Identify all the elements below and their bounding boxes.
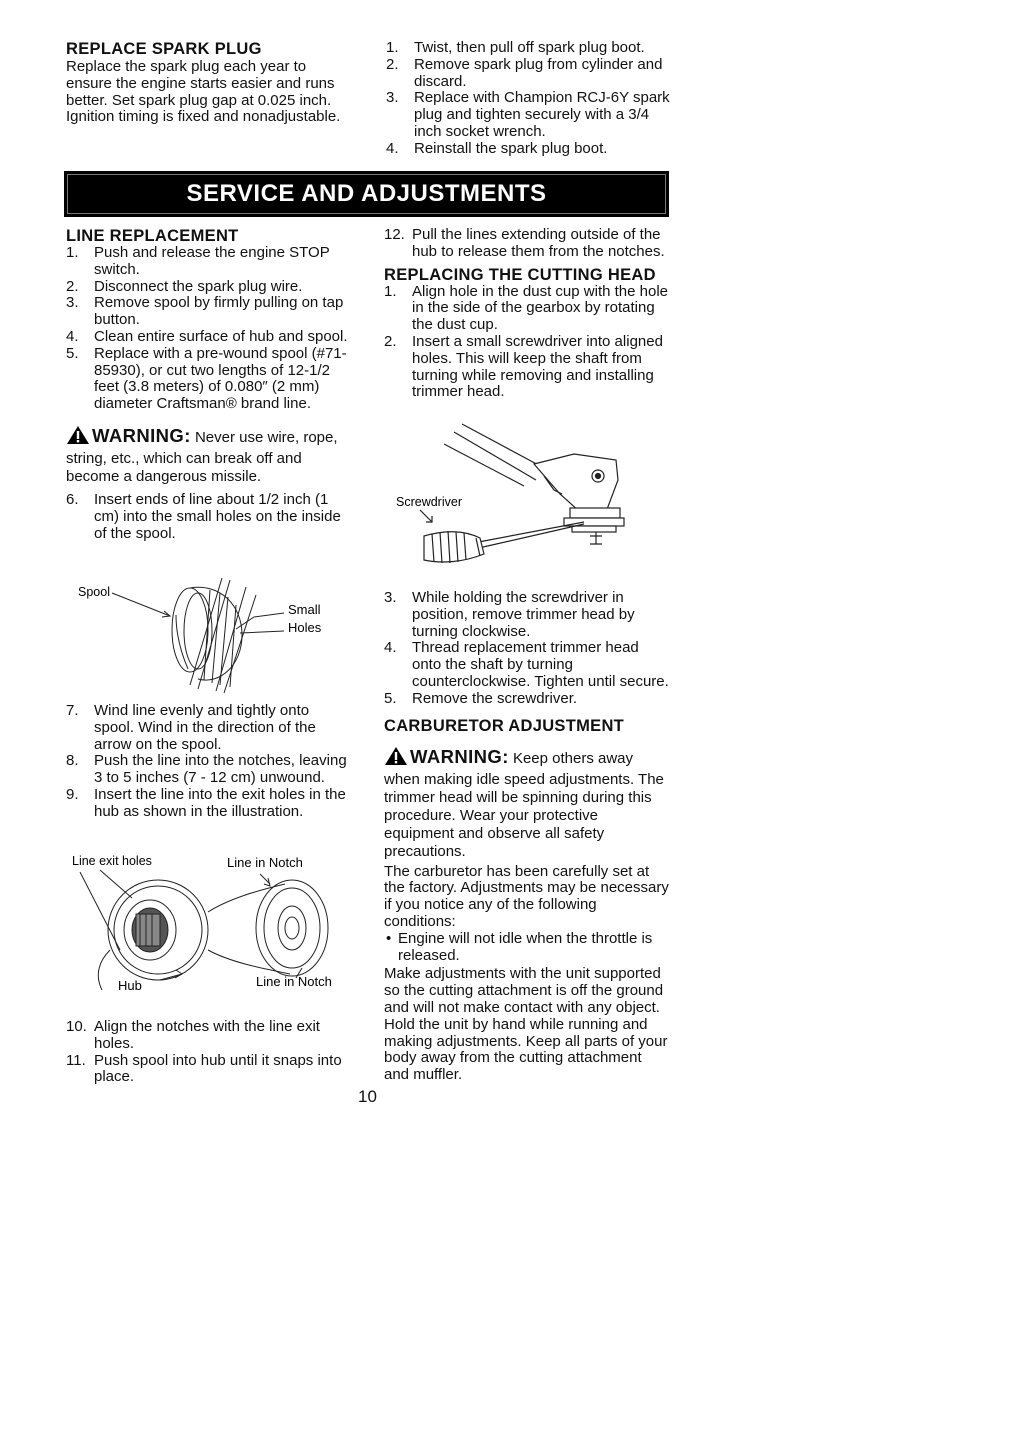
right-column-top xyxy=(384,227,668,401)
list-item: 12. Pull the lines extending outside of the hub to release them from the notches. xyxy=(384,226,665,260)
section-banner: SERVICE AND ADJUSTMENTS xyxy=(64,171,669,217)
label-hub: Hub xyxy=(118,978,142,993)
carburetor-para2: Make adjustments with the unit supported so the cutting attachment is off the ground and will not make contact with any object. Hold the unit by hand while running and making adjustments. Keep all parts of your body away from the cutting attachment and muffler. xyxy=(384,965,668,1084)
list-item: 4. Reinstall the spark plug boot. xyxy=(386,139,608,157)
label-screwdriver: Screwdriver xyxy=(396,495,462,509)
cutting-head-heading: REPLACING THE CUTTING HEAD xyxy=(384,265,656,284)
list-item: 5. Replace with a pre-wound spool (#71-85930), or cut two lengths of 12-1/2 feet (3.8 meters) of 0.080″ (2 mm) diameter Craftsman® brand line. xyxy=(66,344,347,413)
label-spool: Spool xyxy=(78,585,110,599)
line-replacement-section xyxy=(66,227,348,542)
list-item: 3. While holding the screwdriver in position, remove trimmer head by turning clockwise. xyxy=(384,589,635,640)
label-holes: Holes xyxy=(288,620,322,635)
label-line-in-notch-bottom: Line in Notch xyxy=(256,974,332,989)
list-item: 3. Replace with Champion RCJ-6Y spark plug and tighten securely with a 3/4 inch socket wrench. xyxy=(386,89,670,140)
list-item: • Engine will not idle when the throttle is released. xyxy=(384,931,670,965)
list-item: 10. Align the notches with the line exit holes. xyxy=(66,1018,320,1052)
list-item: 8. Push the line into the notches, leaving 3 to 5 inches (7 - 12 cm) unwound. xyxy=(66,752,347,787)
line-steps-a xyxy=(66,245,348,413)
warning-icon xyxy=(384,746,408,771)
list-item: 5. Remove the screwdriver. xyxy=(384,689,578,707)
line-steps-d-wrap xyxy=(66,1019,352,1086)
list-item: 11. Push spool into hub until it snaps into place. xyxy=(66,1051,342,1086)
list-item: 1. Push and release the engine STOP switch. xyxy=(66,244,330,278)
list-item: 1. Align hole in the dust cup with the hole in the side of the gearbox by rotating the dust cup. xyxy=(384,282,669,334)
list-item: 6. Insert ends of line about 1/2 inch (1 cm) into the small holes on the inside of the spool. xyxy=(66,490,341,542)
spark-plug-steps xyxy=(386,40,671,158)
hub-illustration xyxy=(70,850,355,1005)
label-line-in-notch-top: Line in Notch xyxy=(227,855,303,870)
line-replacement-heading: LINE REPLACEMENT xyxy=(66,227,239,245)
line-steps-c xyxy=(66,703,352,821)
list-item: 4. Clean entire surface of hub and spool. xyxy=(66,327,348,345)
list-item: 2. Disconnect the spark plug wire. xyxy=(66,277,303,295)
line-steps-b xyxy=(66,492,348,542)
carburetor-conditions xyxy=(384,931,670,965)
page-number: 10 xyxy=(358,1087,377,1106)
cutting-head-steps-b xyxy=(384,590,670,708)
list-item: 2. Insert a small screwdriver into aligned holes. This will keep the shaft from turning while removing and installing trimmer head. xyxy=(384,332,663,401)
carburetor-warning: WARNING: Keep others away when making idle speed adjustments. The trimmer head will be spinning during this procedure. Wear your protective equipment and observe all safety precautions. xyxy=(384,745,664,860)
spool-illustration xyxy=(70,575,345,695)
carburetor-para1: The carburetor has been carefully set at the factory. Adjustments may be necessary if you notice any of the following conditions: xyxy=(384,862,669,930)
cutting-head-steps-a xyxy=(384,284,668,402)
list-item: 4. Thread replacement trimmer head onto the shaft by turning counterclockwise. Tighten until secure. xyxy=(384,639,669,690)
label-small: Small xyxy=(288,602,321,617)
list-item: 7. Wind line evenly and tightly onto spool. Wind in the direction of the arrow on the spool. xyxy=(66,702,316,753)
spark-plug-heading: REPLACE SPARK PLUG xyxy=(66,40,262,58)
carburetor-heading: CARBURETOR ADJUSTMENT xyxy=(384,716,625,735)
line-steps-d xyxy=(66,1019,352,1086)
list-item: 9. Insert the line into the exit holes in the hub as shown in the illustration. xyxy=(66,785,346,820)
list-item: 3. Remove spool by firmly pulling on tap button. xyxy=(66,294,344,329)
label-line-exit-holes: Line exit holes xyxy=(72,854,152,868)
list-item: 1. Twist, then pull off spark plug boot. xyxy=(386,39,645,56)
screwdriver-illustration xyxy=(384,420,644,585)
spark-plug-intro: Replace the spark plug each year to ensure the engine starts easier and runs better. Set spark plug gap at 0.025 inch. Ignition timing is fixed and nonadjustable. xyxy=(66,58,341,126)
line-steps-d-cont xyxy=(384,227,668,261)
line-warning: WARNING: Never use wire, rope, string, etc., which can break off and become a dangerous missile. xyxy=(66,424,338,485)
line-steps-c-wrap xyxy=(66,703,352,821)
warning-icon xyxy=(66,425,90,450)
list-item: 2. Remove spark plug from cylinder and discard. xyxy=(386,55,663,90)
right-column-bottom xyxy=(384,590,670,1084)
spark-plug-section xyxy=(66,40,356,126)
